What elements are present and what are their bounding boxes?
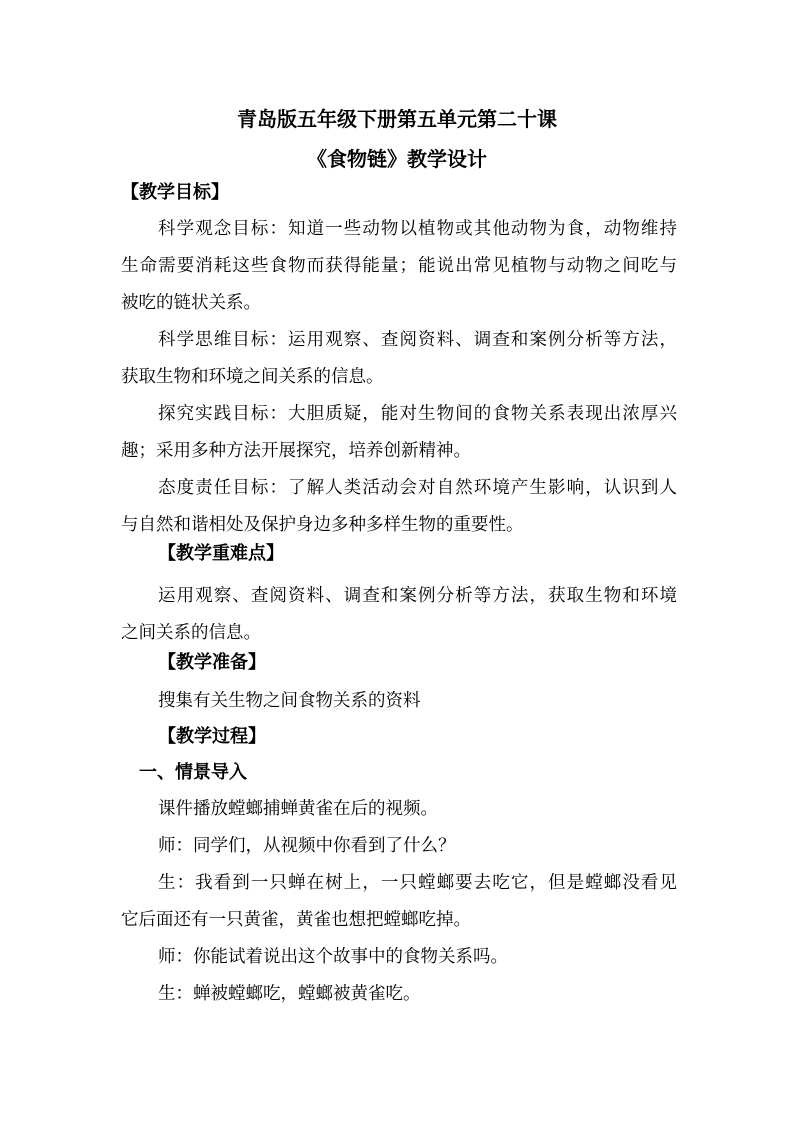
objective-concept-line-2: 生命需要消耗这些食物而获得能量；能说出常见植物与动物之间吃与	[121, 256, 677, 276]
document-title: 青岛版五年级下册第五单元第二十课	[237, 107, 557, 131]
process-line-3b: 它后面还有一只黄雀，黄雀也想把螳螂吃掉。	[121, 910, 471, 930]
objective-practice-line-1: 探究实践目标：大胆质疑，能对生物间的食物关系表现出浓厚兴	[158, 404, 677, 424]
subheading-scene-intro: 一、情景导入	[139, 762, 247, 783]
objective-thinking-line-2: 获取生物和环境之间关系的信息。	[121, 367, 384, 387]
objective-attitude-line-1: 态度责任目标：了解人类活动会对自然环境产生影响，认识到人	[158, 478, 677, 498]
heading-key-points: 【教学重难点】	[158, 543, 284, 564]
process-line-2: 师：同学们，从视频中你看到了什么？	[158, 836, 456, 856]
objective-thinking-line-1: 科学思维目标：运用观察、查阅资料、调查和案例分析等方法，	[158, 330, 677, 350]
objective-concept-line-3: 被吃的链状关系。	[121, 293, 261, 313]
objective-concept-line-1: 科学观念目标：知道一些动物以植物或其他动物为食，动物维持	[158, 219, 677, 239]
process-line-4: 师：你能试着说出这个故事中的食物关系吗。	[158, 947, 508, 967]
heading-preparation: 【教学准备】	[158, 652, 266, 673]
heading-process: 【教学过程】	[158, 726, 266, 747]
preparation-line-1: 搜集有关生物之间食物关系的资料	[158, 691, 421, 711]
document-subtitle: 《食物链》教学设计	[307, 147, 487, 171]
process-line-3a: 生：我看到一只蝉在树上，一只螳螂要去吃它，但是螳螂没看见	[158, 873, 677, 893]
process-line-1: 课件播放螳螂捕蝉黄雀在后的视频。	[158, 799, 438, 819]
objective-practice-line-2: 趣；采用多种方法开展探究，培养创新精神。	[121, 441, 471, 461]
key-points-line-1: 运用观察、查阅资料、调查和案例分析等方法，获取生物和环境	[158, 586, 677, 606]
heading-objectives: 【教学目标】	[121, 182, 229, 203]
objective-attitude-line-2: 与自然和谐相处及保护身边多种多样生物的重要性。	[121, 515, 524, 535]
key-points-line-2: 之间关系的信息。	[121, 623, 261, 643]
process-line-5: 生：蝉被螳螂吃，螳螂被黄雀吃。	[158, 984, 421, 1004]
